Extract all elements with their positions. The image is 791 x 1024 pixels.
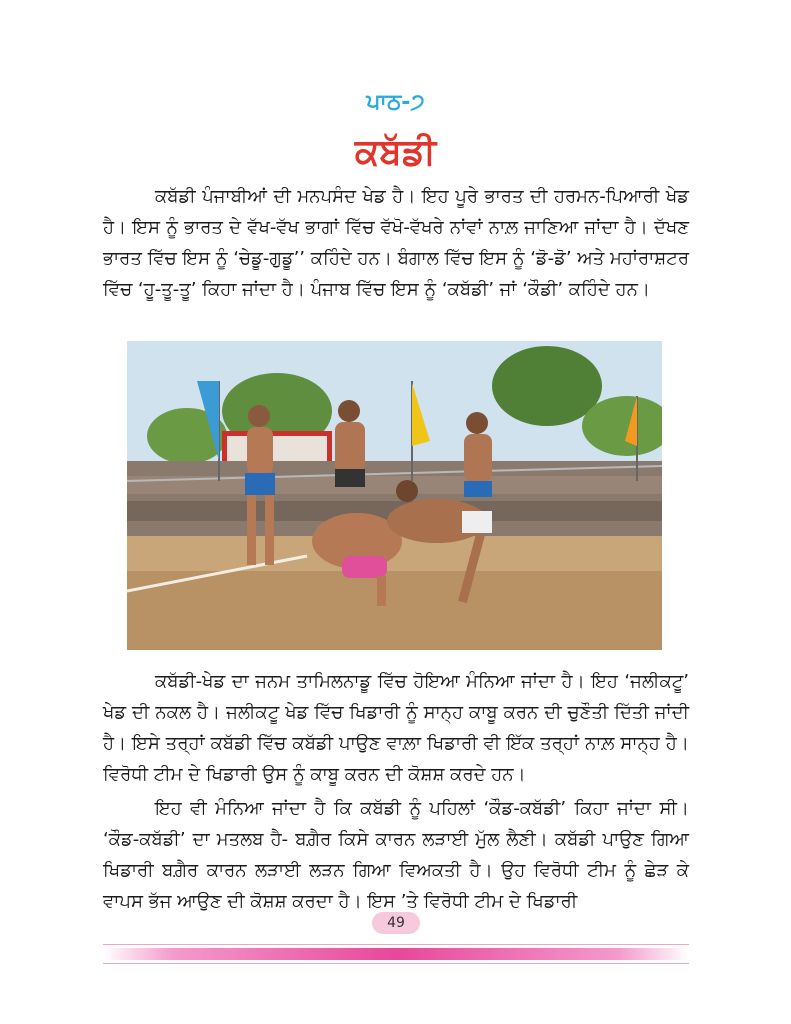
footer-decorative-bar xyxy=(103,948,689,960)
footer-divider-top xyxy=(103,944,689,945)
paragraph-origin: ਕਬੱਡੀ-ਖੇਡ ਦਾ ਜਨਮ ਤਾਮਿਲਨਾਡੂ ਵਿੱਚ ਹੋਇਆ ਮੰਨਿਆ ਜਾਂਦਾ ਹੈ। ਇਹ ‘ਜਲੀਕਟੂ’ ਖੇਡ ਦੀ ਨਕਲ ਹੈ। ਜਲੀਕਟੂ ਖੇਡ ਵਿੱਚ ਖਿਡਾਰੀ ਨੂੰ ਸਾਨ੍ਹ ਕਾਬੂ ਕਰਨ ਦੀ ਚੁਣੌਤੀ ਦਿੱਤੀ ਜਾਂਦੀ ਹੈ। ਇਸੇ ਤਰ੍ਹਾਂ ਕਬੱਡੀ ਵਿੱਚ ਕਬੱਡੀ ਪਾਉਣ ਵਾਲ਼ਾ ਖਿਡਾਰੀ ਵੀ ਇੱਕ ਤਰ੍ਹਾਂ ਨਾਲ਼ ਸਾਨ੍ਹ ਹੈ। ਵਿਰੋਧੀ ਟੀਮ ਦੇ ਖਿਡਾਰੀ ਉਸ ਨੂੰ ਕਾਬੂ ਕਰਨ ਦੀ ਕੋਸ਼ਸ਼ ਕਰਦੇ ਹਨ। xyxy=(103,671,689,785)
kabaddi-photo xyxy=(127,341,662,650)
paragraph-meaning: ਇਹ ਵੀ ਮੰਨਿਆ ਜਾਂਦਾ ਹੈ ਕਿ ਕਬੱਡੀ ਨੂੰ ਪਹਿਲਾਂ ‘ਕੌਡ-ਕਬੱਡੀ’ ਕਿਹਾ ਜਾਂਦਾ ਸੀ। ‘ਕੌਡ-ਕਬੱਡੀ’ ਦਾ ਮਤਲਬ ਹੈ- ਬਗ਼ੈਰ ਕਿਸੇ ਕਾਰਨ ਲੜਾਈ ਮੁੱਲ ਲੈਣੀ। ਕਬੱਡੀ ਪਾਉਣ ਗਿਆ ਖਿਡਾਰੀ ਬਗ਼ੈਰ ਕਾਰਨ ਲੜਾਈ ਲੜਨ ਗਿਆ ਵਿਅਕਤੀ ਹੈ। ਉਹ ਵਿਰੋਧੀ ਟੀਮ ਨੂੰ ਛੇੜ ਕੇ ਵਾਪਸ ਭੱਜ ਆਉਣ ਦੀ ਕੋਸ਼ਸ਼ ਕਰਦਾ ਹੈ। ਇਸ ’ਤੇ ਵਿਰੋਧੀ ਟੀਮ ਦੇ ਖਿਡਾਰੀ xyxy=(103,798,689,912)
lesson-label: ਪਾਠ-੭ xyxy=(366,90,425,115)
page-number: 49 xyxy=(372,912,420,934)
paragraph-intro: ਕਬੱਡੀ ਪੰਜਾਬੀਆਂ ਦੀ ਮਨਪਸੰਦ ਖੇਡ ਹੈ। ਇਹ ਪੂਰੇ ਭਾਰਤ ਦੀ ਹਰਮਨ-ਪਿਆਰੀ ਖੇਡ ਹੈ। ਇਸ ਨੂੰ ਭਾਰਤ ਦੇ ਵੱਖ-ਵੱਖ ਭਾਗਾਂ ਵਿੱਚ ਵੱਖੋ-ਵੱਖਰੇ ਨਾਂਵਾਂ ਨਾਲ਼ ਜਾਣਿਆ ਜਾਂਦਾ ਹੈ। ਦੱਖਣ ਭਾਰਤ ਵਿੱਚ ਇਸ ਨੂੰ ‘ਚੇਡੂ-ਗੁਡੂ’’ ਕਹਿੰਦੇ ਹਨ। ਬੰਗਾਲ ਵਿੱਚ ਇਸ ਨੂੰ ‘ਡੋ-ਡੋ’ ਅਤੇ ਮਹਾਂਰਾਸ਼ਟਰ ਵਿੱਚ ‘ਹੂ-ਤੂ-ਤੂ’ ਕਿਹਾ ਜਾਂਦਾ ਹੈ। ਪੰਜਾਬ ਵਿੱਚ ਇਸ ਨੂੰ ‘ਕਬੱਡੀ’ ਜਾਂ ‘ਕੌਡੀ’ ਕਹਿੰਦੇ ਹਨ। xyxy=(103,186,689,300)
page-title: ਕਬੱਡੀ xyxy=(354,132,437,173)
footer-divider-bottom xyxy=(103,963,689,964)
